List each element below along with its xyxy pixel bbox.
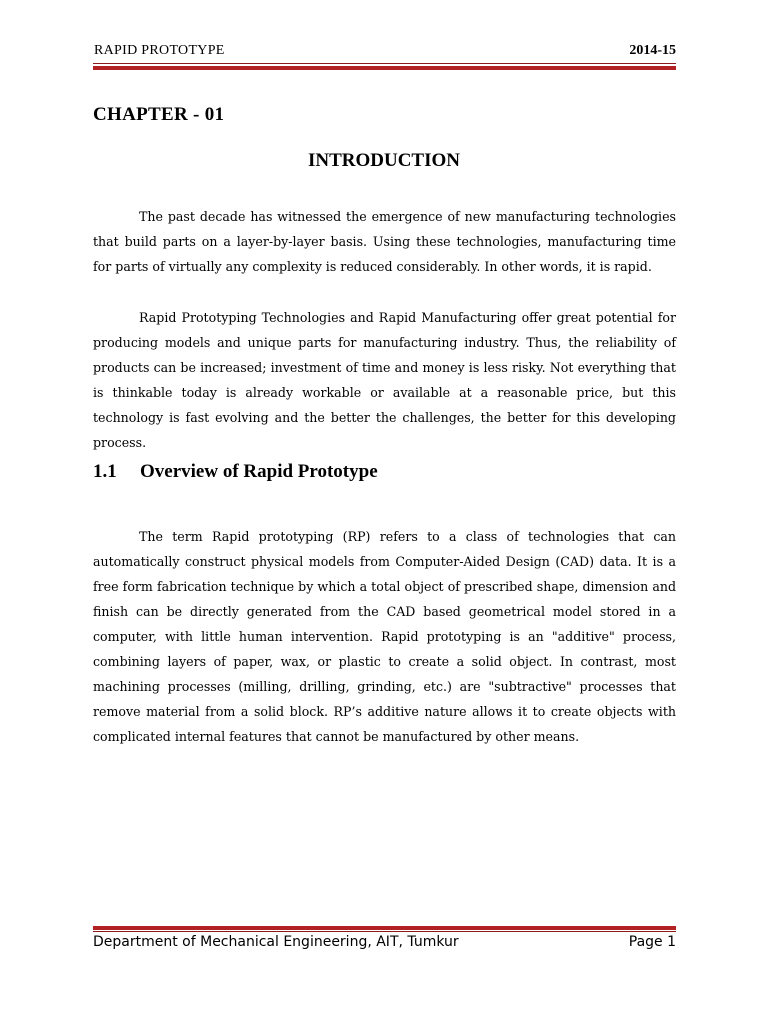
header-title: RAPID PROTOTYPE bbox=[94, 43, 225, 58]
section-number: 1.1 bbox=[93, 461, 117, 482]
header-rule-thick bbox=[93, 66, 676, 70]
section-title: Overview of Rapid Prototype bbox=[140, 461, 378, 482]
chapter-title: INTRODUCTION bbox=[307, 150, 461, 171]
footer-department: Department of Mechanical Engineering, AIT, Tumkur bbox=[93, 934, 459, 950]
footer-rule-thick bbox=[93, 926, 676, 930]
section-paragraph: The term Rapid prototyping (RP) refers to a class of technologies that can automatically construct physical models from Computer-Aided Design (CAD) data. It is a free form fabrication technique by which a total object of prescribed shape, dimension and finish can be directly generated from the CAD based geometrical model stored in a computer, with little human intervention. Rapid prototyping is an "additive" process, combining layers of paper, wax, or plastic to create a solid object. In contrast, most machining processes (milling, drilling, grinding, etc.) are "subtractive" processes that remove material from a solid block. RP’s additive nature allows it to create objects with complicated internal features that cannot be manufactured by other means. bbox=[93, 529, 676, 744]
footer-page-number: Page 1 bbox=[628, 934, 676, 950]
header-year: 2014-15 bbox=[629, 43, 676, 58]
chapter-label: CHAPTER - 01 bbox=[93, 104, 225, 125]
footer-rule-thin bbox=[93, 931, 676, 932]
intro-paragraph-1: The past decade has witnessed the emergence of new manufacturing technologies that build parts on a layer-by-layer basis. Using these technologies, manufacturing time for parts of virtually any complexity is reduced considerably. In other words, it is rapid. bbox=[93, 209, 676, 274]
intro-paragraph-2: Rapid Prototyping Technologies and Rapid Manufacturing offer great potential for producing models and unique parts for manufacturing industry. Thus, the reliability of products can be increased; investment of time and money is less risky. Not everything that is thinkable today is already workable or available at a reasonable price, but this technology is fast evolving and the better the challenges, the better for this developing process. bbox=[93, 310, 676, 450]
header-rule-thin bbox=[93, 63, 676, 64]
